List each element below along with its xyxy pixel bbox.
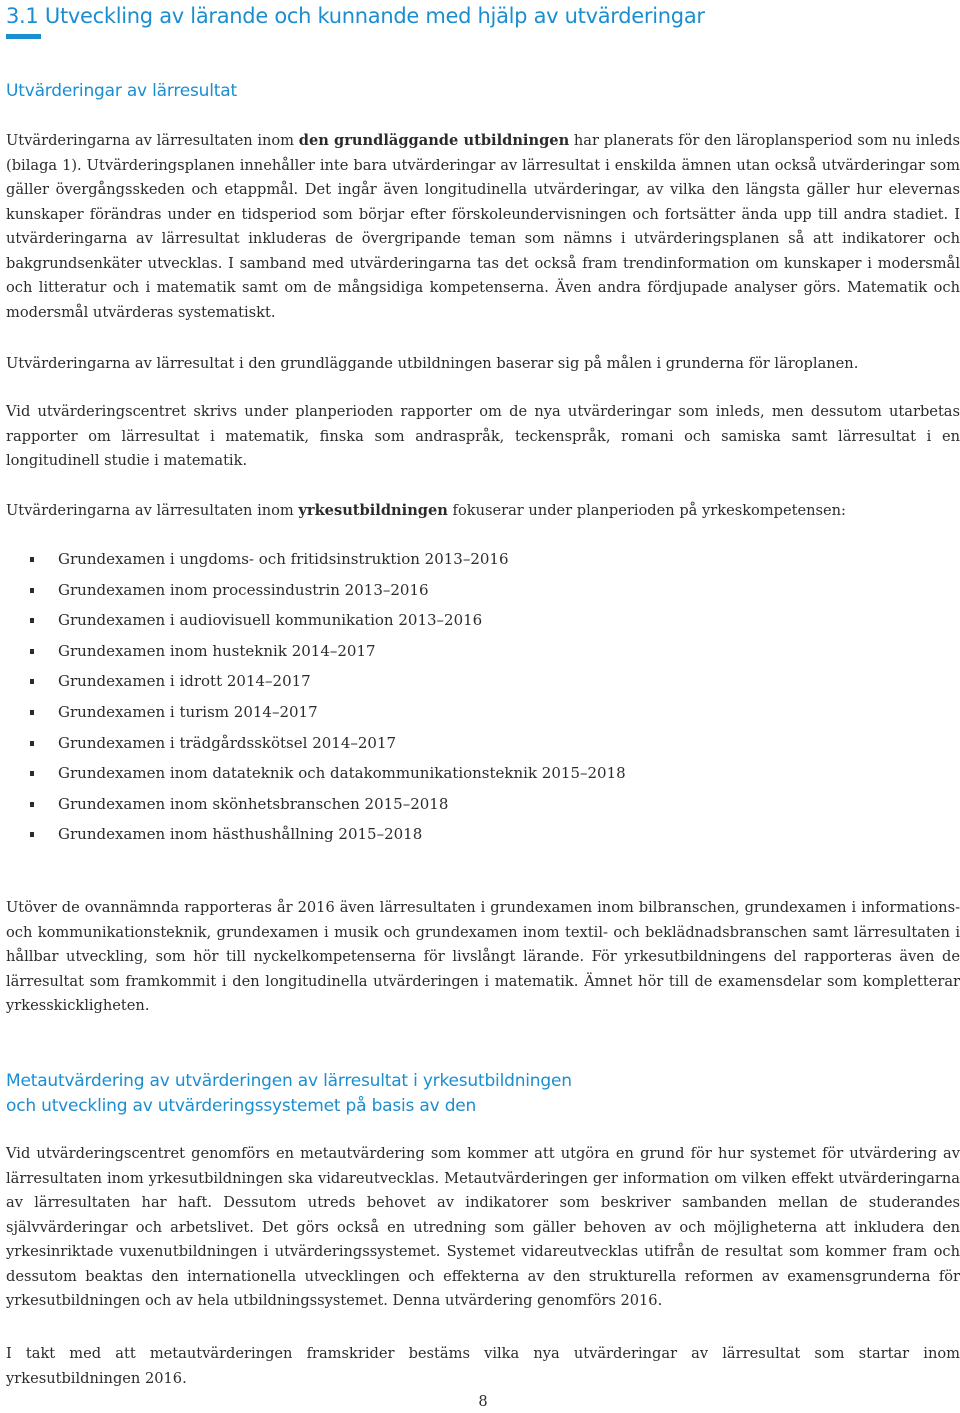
bullet-icon [30,832,34,837]
list-item-text: Grundexamen inom skönhetsbranschen 2015–2018 [58,794,449,813]
list-item-text: Grundexamen inom datateknik och datakommunikationsteknik 2015–2018 [58,764,626,783]
examination-list [6,547,626,853]
list-item-text: Grundexamen i ungdoms- och fritidsinstruktion 2013–2016 [58,550,509,568]
bullet-icon [30,679,34,684]
list-item-text: Grundexamen i trädgårdsskötsel 2014–2017 [58,733,397,752]
list-item [6,669,626,700]
list-item [6,731,626,762]
paragraph-yrkesutbildningen [6,499,960,524]
bullet-icon [30,618,34,623]
bullet-icon [30,771,34,776]
list-item [6,761,626,792]
list-item [6,792,626,823]
list-item-text: Grundexamen i turism 2014–2017 [58,702,318,721]
bullet-icon [30,741,34,746]
page-number: 8 [478,1393,488,1410]
bullet-icon [30,588,34,593]
paragraph-rapporter: Vid utvärderingscentret skrivs under planperioden rapporter om de nya utvärderingar som inleds, men dessutom utarbetas rapporter om lärresultat i matematik, finska som andraspråk, teckenspråk, romani och samiska samt lärresultat i en longitudinell studie i matematik. [6,403,960,469]
title-accent-bar [6,34,41,39]
list-item [6,608,626,639]
paragraph-grundlaggande [6,129,960,325]
heading-line: Metautvärdering av utvärderingen av lärresultat i yrkesutbildningen [6,1071,572,1091]
list-item-text: Grundexamen i audiovisuell kommunikation 2013–2016 [58,611,483,630]
paragraph-i-takt: I takt med att metautvärderingen framskrider bestäms vilka nya utvärderingar av lärresultat som startar inom yrkesutbildningen 2016. [6,1345,960,1387]
paragraph-metautvardering: Vid utvärderingscentret genomförs en metautvärdering som kommer att utgöra en grund för hur systemet för utvärdering av lärresultaten inom yrkesutbildningen ska vidareutvecklas. Metautvärderingen ger information om vilken effekt utvärderingarna av lärresultaten har haft. Dessutom utreds behovet av indikatorer som beskriver sambanden mellan de studerandes självvärderingar och arbetslivet. Det görs också en utredning som gäller behoven av och möjligheterna att inkludera den yrkesinriktade vuxenutbildningen i utvärderingssystemet. Systemet vidareutvecklas utifrån de resultat som kommer fram och dessutom beaktas den internationella utvecklingen och effekterna av den strukturella reformen av examensgrunderna för yrkesutbildningen och av hela utbildningssystemet. Denna utvärdering genomförs 2016. [6,1145,960,1309]
bullet-icon [30,710,34,715]
paragraph-text: Utvärderingarna av lärresultaten inom [6,132,299,149]
heading-line: och utveckling av utvärderingssystemet på basis av den [6,1096,477,1116]
list-item-text: Grundexamen inom husteknik 2014–2017 [58,641,376,660]
paragraph-text: fokuserar under planperioden på yrkeskompetensen: [447,502,846,519]
bullet-icon [30,649,34,654]
section-heading-lararesultat: Utvärderingar av lärresultat [6,81,237,101]
list-item [6,822,626,853]
bullet-icon [30,802,34,807]
paragraph-text: har planerats för den läroplansperiod som nu inleds (bilaga 1). Utvärderingsplanen innehåller inte bara utvärderingar av lärresultat i enskilda ämnen utan också utvärderingar som gäller övergångsskeden och etappmål. Det ingår även longitudinella utvärderingar, av vilka den längsta gäller hur elevernas kunskaper förändras under en tidsperiod som börjar efter förskoleundervisningen och fortsätter ända upp till andra stadiet. I utvärderingarna av lärresultat inkluderas de övergripande teman som nämns i utvärderingsplanen så att indikatorer och bakgrundsenkäter utvecklas. I samband med utvärderingarna tas det också fram trendinformation om kunskaper i modersmål och litteratur och i matematik samt om de mångsidiga kompetenserna. Även andra fördjupade analyser görs. Matematik och modersmål utvärderas systematiskt. [6,132,960,321]
bold-term: yrkesutbildningen [298,502,448,519]
list-item [6,700,626,731]
chapter-title: 3.1 Utveckling av lärande och kunnande med hjälp av utvärderingar [6,4,705,28]
paragraph-ovannamnda: Utöver de ovannämnda rapporteras år 2016 även lärresultaten i grundexamen inom bilbranschen, grundexamen i informations- och kommunikationsteknik, grundexamen i musik och grundexamen inom textil- och beklädnadsbranschen samt lärresultaten i hållbar utveckling, som hör till nyckelkompetenserna för livslångt lärande. För yrkesutbildningens del rapporteras även de lärresultat som framkommit i den longitudinella utvärderingen i matematik. Ämnet hör till de examensdelar som kompletterar yrkesskickligheten. [6,899,960,1014]
list-item [6,578,626,609]
list-item-text: Grundexamen i idrott 2014–2017 [58,672,311,691]
bullet-icon [30,557,34,562]
list-item-text: Grundexamen inom hästhushållning 2015–2018 [58,825,423,844]
list-item [6,639,626,670]
bold-term: den grundläggande utbildningen [298,132,570,149]
paragraph-text: Utvärderingarna av lärresultaten inom [6,502,299,519]
paragraph-grunderna: Utvärderingarna av lärresultat i den grundläggande utbildningen baserar sig på målen i grunderna för läroplanen. [6,355,859,372]
list-item [6,547,626,578]
section-heading-metautvardering [6,1069,572,1119]
list-item-text: Grundexamen inom processindustrin 2013–2016 [58,580,429,599]
